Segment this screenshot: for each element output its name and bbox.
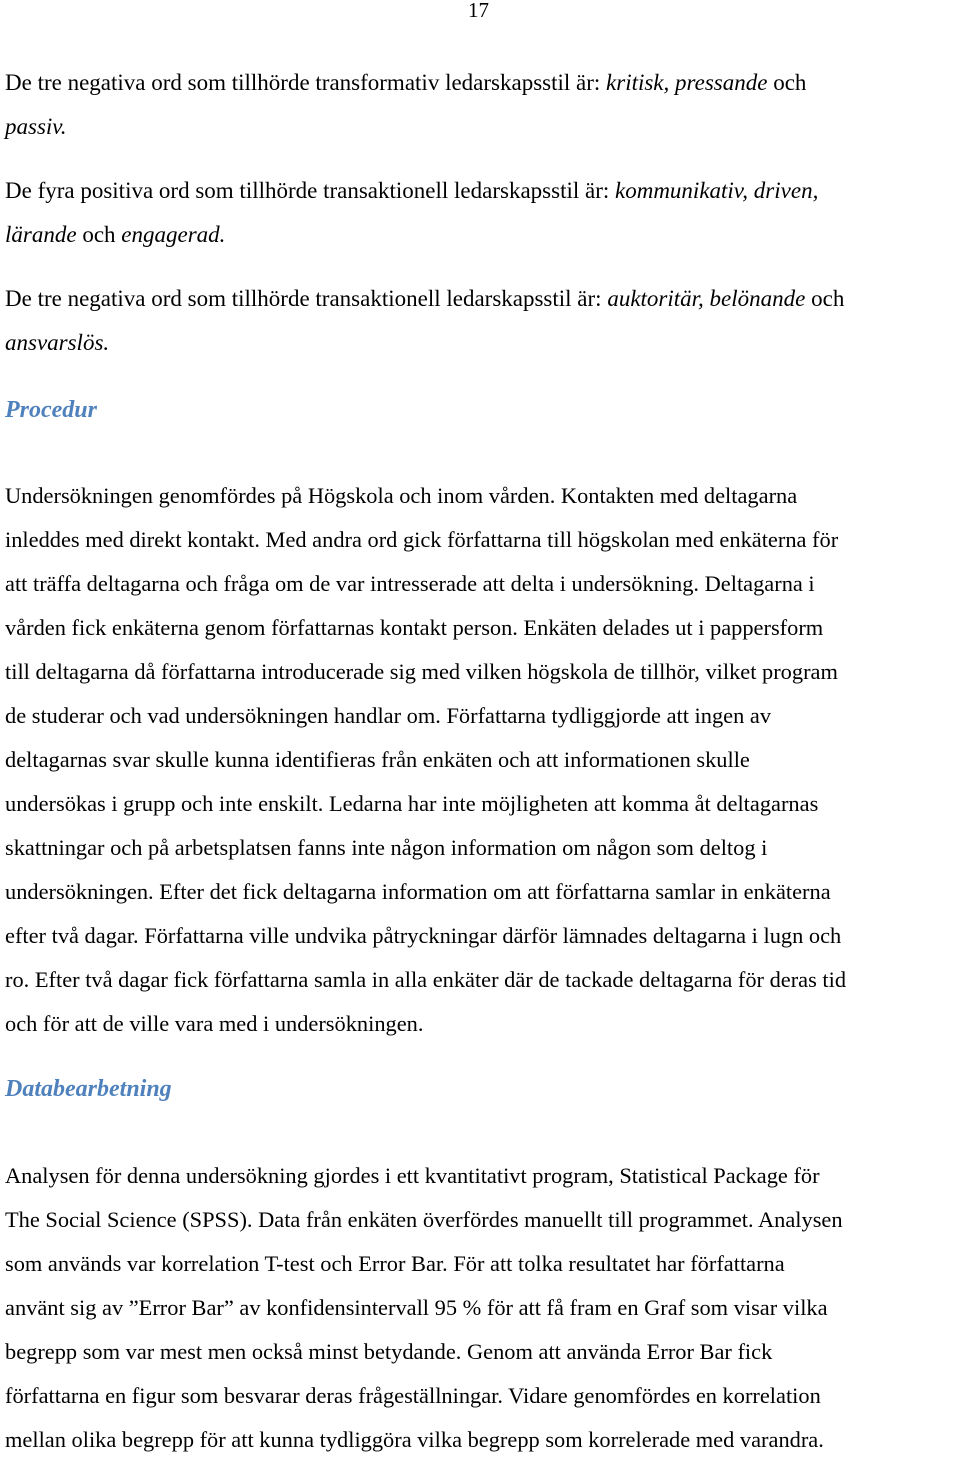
italic-terms: lärande <box>5 222 77 247</box>
intro-para2-line1 <box>5 169 960 213</box>
text-span: och <box>805 286 845 311</box>
page-number: 17 <box>468 0 489 22</box>
paragraph-line: The Social Science (SPSS). Data från enkäten överfördes manuellt till programmet. Analysen <box>5 1207 843 1232</box>
intro-para2-line2 <box>5 213 960 257</box>
databearbetning-paragraph <box>5 1154 960 1462</box>
paragraph-line: undersökas i grupp och inte enskilt. Ledarna har inte möjligheten att komma åt deltagarnas <box>5 791 819 816</box>
paragraph-line: och för att de ville vara med i undersökningen. <box>5 1011 424 1036</box>
paragraph-line: som används var korrelation T-test och Error Bar. För att tolka resultatet har författarna <box>5 1251 785 1276</box>
section-heading-databearbetning: Databearbetning <box>5 1076 172 1102</box>
text-span: och <box>767 70 807 95</box>
intro-para1-line1 <box>5 61 960 105</box>
text-span: De fyra positiva ord som tillhörde transaktionell ledarskapsstil är: <box>5 178 615 203</box>
paragraph-line: till deltagarna då författarna introducerade sig med vilken högskola de tillhör, vilket program <box>5 659 838 684</box>
italic-terms: auktoritär, belönande <box>607 286 806 311</box>
paragraph-line: Analysen för denna undersökning gjordes i ett kvantitativt program, Statistical Package för <box>5 1163 820 1188</box>
italic-terms: engagerad. <box>121 222 226 247</box>
paragraph-line: inleddes med direkt kontakt. Med andra ord gick författarna till högskolan med enkäterna för <box>5 527 839 552</box>
paragraph-line: vården fick enkäterna genom författarnas kontakt person. Enkäten delades ut i pappersform <box>5 615 824 640</box>
paragraph-line: skattningar och på arbetsplatsen fanns inte någon information om någon som deltog i <box>5 835 768 860</box>
text-span: De tre negativa ord som tillhörde transformativ ledarskapsstil är: <box>5 70 607 95</box>
paragraph-line: undersökningen. Efter det fick deltagarna information om att författarna samlar in enkäterna <box>5 879 831 904</box>
text-span: och <box>76 222 122 247</box>
paragraph-line: använt sig av ”Error Bar” av konfidensintervall 95 % för att få fram en Graf som visar vilka <box>5 1295 828 1320</box>
intro-para3-line2 <box>5 321 960 365</box>
italic-terms: ansvarslös. <box>5 330 110 355</box>
intro-paragraphs <box>5 61 960 365</box>
paragraph-line: begrepp som var mest men också minst betydande. Genom att använda Error Bar fick <box>5 1339 773 1364</box>
paragraph-line: efter två dagar. Författarna ville undvika påtryckningar därför lämnades deltagarna i lugn och <box>5 923 842 948</box>
italic-terms: passiv. <box>5 114 67 139</box>
section-heading-procedur: Procedur <box>5 397 97 423</box>
paragraph-line: ro. Efter två dagar fick författarna samla in alla enkäter där de tackade deltagarna för deras tid <box>5 967 847 992</box>
paragraph-line: deltagarnas svar skulle kunna identifieras från enkäten och att informationen skulle <box>5 747 750 772</box>
text-span: De tre negativa ord som tillhörde transaktionell ledarskapsstil är: <box>5 286 608 311</box>
intro-para1-line2 <box>5 105 960 149</box>
italic-terms: kritisk, pressande <box>606 70 768 95</box>
italic-terms: kommunikativ, driven, <box>615 178 819 203</box>
paragraph-line: Undersökningen genomfördes på Högskola och inom vården. Kontakten med deltagarna <box>5 483 798 508</box>
paragraph-line: de studerar och vad undersökningen handlar om. Författarna tydliggjorde att ingen av <box>5 703 772 728</box>
procedur-paragraph <box>5 474 960 1046</box>
intro-para3-line1 <box>5 277 960 321</box>
paragraph-line: författarna en figur som besvarar deras frågeställningar. Vidare genomfördes en korrelation <box>5 1383 821 1408</box>
paragraph-line: att träffa deltagarna och fråga om de var intresserade att delta i undersökning. Deltagarna i <box>5 571 815 596</box>
paragraph-line: mellan olika begrepp för att kunna tydliggöra vilka begrepp som korrelerade med varandra. <box>5 1427 824 1452</box>
